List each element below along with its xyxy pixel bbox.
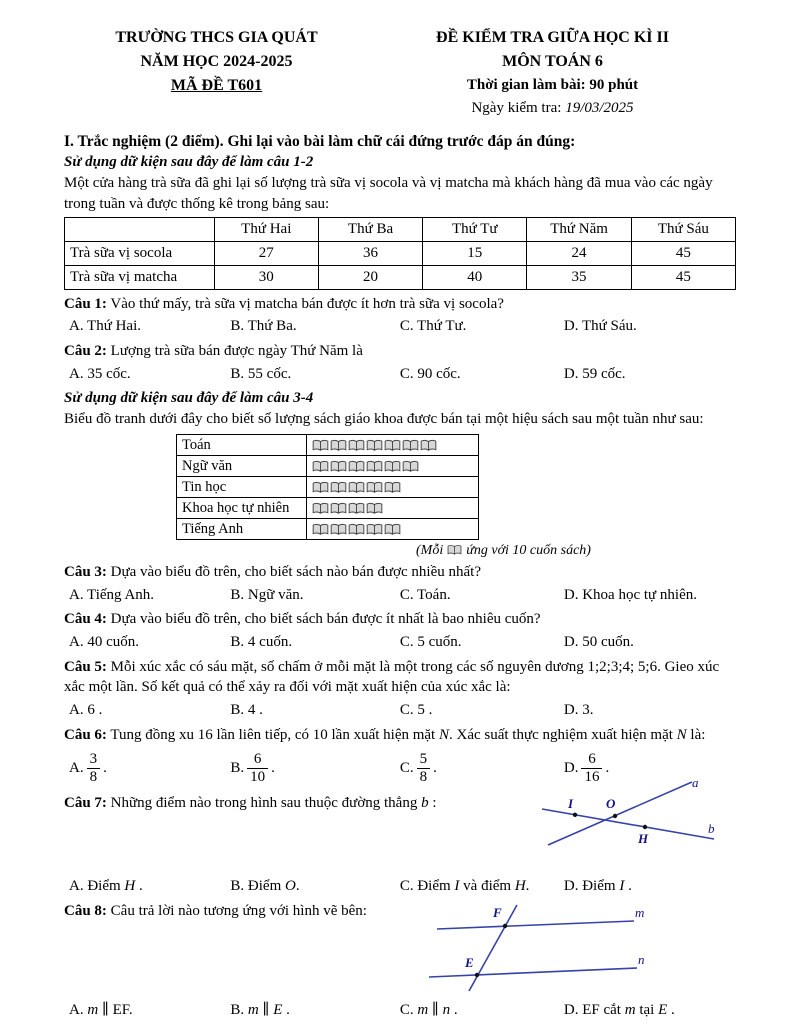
- point-O-label: O: [606, 796, 616, 812]
- question-5-text: [64, 657, 736, 698]
- question-label: Câu 5:: [64, 658, 107, 675]
- option-c: C. 5 cuốn.: [399, 634, 462, 650]
- book-icon: [384, 481, 401, 494]
- question-4-options: [64, 632, 736, 653]
- book-icon: [330, 502, 347, 515]
- book-icon: [348, 502, 365, 515]
- question-8-options: [64, 1000, 736, 1021]
- caption-pre: (Mỗi: [416, 542, 444, 558]
- question-body: Vào thứ mấy, trà sữa vị matcha bán được ít hơn trà sữa vị socola?: [110, 295, 504, 312]
- denominator: 8: [89, 768, 98, 785]
- option-c: C. 5 .: [399, 702, 433, 719]
- cell: 45: [631, 242, 735, 266]
- numerator: 5: [417, 751, 431, 769]
- exam-title: ĐỀ KIỂM TRA GIỮA HỌC KÌ II: [436, 29, 669, 46]
- pictogram-icons: [307, 434, 479, 455]
- option-b: B. m ∥ E .: [230, 1001, 290, 1018]
- fraction: [417, 751, 431, 787]
- question-label: Câu 1:: [64, 295, 107, 312]
- question-3-options: [64, 585, 736, 606]
- book-icon: [312, 439, 329, 452]
- book-icon: [312, 481, 329, 494]
- pictogram-table: [176, 434, 479, 540]
- option-b: B. Điểm O.: [230, 878, 300, 895]
- question-body: Dựa vào biểu đồ trên, cho biết sách nào bán được nhiều nhất?: [110, 563, 481, 580]
- question-6-text: [64, 725, 736, 746]
- section-heading: I. Trắc nghiệm (2 điểm). Ghi lại vào bài làm chữ cái đứng trước đáp án đúng:: [64, 133, 576, 150]
- denominator: 10: [250, 768, 266, 785]
- option-a: A. 6 .: [69, 702, 103, 719]
- question-3-text: [64, 562, 736, 583]
- col-header: Thứ Tư: [423, 218, 527, 242]
- exam-date-line: [369, 97, 736, 120]
- book-icon: [447, 544, 462, 556]
- col-header: Thứ Ba: [318, 218, 422, 242]
- book-icon: [348, 460, 365, 473]
- book-icon: [402, 439, 419, 452]
- question-label: Câu 4:: [64, 611, 107, 628]
- question-3: [64, 562, 736, 605]
- line-b-label: b: [708, 821, 715, 837]
- question-label: Câu 6:: [64, 726, 107, 743]
- pictogram-row: [177, 497, 479, 518]
- book-icon: [366, 460, 383, 473]
- option-b: B. 55 cốc.: [230, 365, 292, 382]
- option-a: A. Tiếng Anh.: [69, 586, 155, 603]
- school-year: NĂM HỌC 2024-2025: [140, 53, 293, 70]
- pictogram-icons: [307, 497, 479, 518]
- question-5-options: [64, 700, 736, 721]
- question-label: Câu 7:: [64, 795, 107, 812]
- book-icon: [366, 523, 383, 536]
- caption-post: ứng với 10 cuốn sách): [466, 542, 591, 558]
- option-letter: C.: [399, 760, 414, 777]
- cell: 45: [631, 265, 735, 289]
- point-F-label: F: [493, 904, 502, 920]
- pictogram-icons: [307, 518, 479, 539]
- option-a: A. Điểm H .: [69, 878, 143, 895]
- question-8: [64, 901, 736, 1020]
- point-H-label: H: [638, 831, 649, 847]
- book-icon: [330, 460, 347, 473]
- parallel-lines-figure-q8: [429, 903, 644, 995]
- pictogram-caption: [64, 541, 736, 560]
- school-block: [64, 26, 369, 119]
- question-body: Câu trả lời nào tương ứng với hình vẽ bên:: [110, 902, 367, 919]
- option-d: D. 50 cuốn.: [563, 634, 634, 650]
- milk-tea-header-row: [65, 218, 736, 242]
- exam-header: [64, 26, 736, 119]
- book-icon: [348, 439, 365, 452]
- pictogram-row: [177, 455, 479, 476]
- pictogram-row: [177, 476, 479, 497]
- option-d: D. Thứ Sáu.: [563, 318, 637, 335]
- pictogram-subject: Tiếng Anh: [177, 518, 307, 539]
- exam-code: MÃ ĐỀ T601: [170, 77, 263, 94]
- book-icon: [366, 502, 383, 515]
- option-a: A. 35 cốc.: [69, 365, 131, 382]
- book-icon: [384, 523, 401, 536]
- hint-q3-4: Sử dụng dữ kiện sau đây để làm câu 3-4: [64, 390, 314, 407]
- question-body: Lượng trà sữa bán được ngày Thứ Năm là: [110, 342, 363, 359]
- question-body: Dựa vào biểu đồ trên, cho biết sách bán được ít nhất là bao nhiêu cuốn?: [110, 611, 541, 628]
- book-icon: [330, 439, 347, 452]
- point-E-label: E: [465, 954, 474, 970]
- pictogram-icons: [307, 455, 479, 476]
- option-b: B. 4 cuốn.: [230, 634, 293, 650]
- col-header: Thứ Năm: [527, 218, 631, 242]
- option-suffix: .: [605, 760, 610, 777]
- numerator: 6: [247, 751, 268, 769]
- option-b: B. Ngữ văn.: [230, 586, 304, 603]
- question-body: Tung đồng xu 16 lần liên tiếp, có 10 lần xuất hiện mặt N. Xác suất thực nghiệm xuất hiện mặt N là:: [110, 726, 706, 743]
- table-row: [65, 265, 736, 289]
- col-header: Thứ Hai: [214, 218, 318, 242]
- option-c: C. Toán.: [399, 586, 451, 603]
- book-icon: [312, 523, 329, 536]
- option-a: A. 40 cuốn.: [69, 634, 139, 650]
- pictogram-subject: Khoa học tự nhiên: [177, 497, 307, 518]
- option-c: C. m ∥ n .: [399, 1001, 458, 1018]
- pictogram-row: [177, 518, 479, 539]
- book-icon: [366, 481, 383, 494]
- col-header: Thứ Sáu: [631, 218, 735, 242]
- book-icon: [384, 439, 401, 452]
- table-corner-cell: [65, 218, 215, 242]
- option-letter: B.: [230, 760, 245, 777]
- option-letter: A.: [69, 760, 84, 777]
- cell: 35: [527, 265, 631, 289]
- milk-tea-table: [64, 217, 736, 289]
- intro-q3-4: Biểu đồ tranh dưới đây cho biết số lượng sách giáo khoa được bán tại một hiệu sách sau một tuần như sau:: [64, 410, 704, 427]
- question-4-text: [64, 609, 736, 630]
- question-label: Câu 2:: [64, 342, 107, 359]
- table-row: [65, 242, 736, 266]
- denominator: 16: [584, 768, 600, 785]
- book-icon: [330, 481, 347, 494]
- question-7-options: [64, 876, 736, 897]
- school-name: TRƯỜNG THCS GIA QUÁT: [115, 29, 318, 46]
- row-label: Trà sữa vị matcha: [65, 265, 215, 289]
- pictogram-subject: Toán: [177, 434, 307, 455]
- option-c: C. Thứ Tư.: [399, 318, 467, 335]
- numerator: 3: [87, 751, 101, 769]
- fraction: [87, 751, 101, 787]
- question-1-options: [64, 316, 736, 337]
- pictogram-subject: Ngữ văn: [177, 455, 307, 476]
- row-label: Trà sữa vị socola: [65, 242, 215, 266]
- book-icon: [384, 460, 401, 473]
- option-c: C. 90 cốc.: [399, 365, 461, 382]
- pictogram-row: [177, 434, 479, 455]
- exam-subject: MÔN TOÁN 6: [502, 53, 603, 70]
- cell: 36: [318, 242, 422, 266]
- exam-info-block: [369, 26, 736, 119]
- question-1-text: [64, 294, 736, 315]
- question-body: Mỗi xúc xắc có sáu mặt, số chấm ở mỗi mặt là một trong các số nguyên dương 1;2;3;4; 5;6. Gieo xúc xắc một lần. Số kết quả có thể xảy ra đối với mặt xuất hiện của xúc xắc là:: [64, 658, 720, 696]
- question-5: [64, 657, 736, 721]
- option-b: [230, 747, 399, 789]
- option-a: A. m ∥ EF.: [69, 1001, 133, 1018]
- cell: 15: [423, 242, 527, 266]
- cell: 30: [214, 265, 318, 289]
- line-n-label: n: [638, 951, 644, 967]
- lines-figure-q7: [540, 779, 722, 867]
- exam-duration: Thời gian làm bài: 90 phút: [466, 77, 639, 93]
- line-a-label: a: [692, 779, 699, 791]
- book-icon: [366, 439, 383, 452]
- cell: 40: [423, 265, 527, 289]
- pictogram-icons: [307, 476, 479, 497]
- book-icon: [348, 523, 365, 536]
- option-d: D. Khoa học tự nhiên.: [563, 586, 697, 603]
- option-a: [69, 747, 230, 789]
- book-icon: [312, 502, 329, 515]
- question-2-options: [64, 364, 736, 385]
- denominator: 8: [419, 768, 428, 785]
- fraction: [247, 751, 268, 787]
- question-2: [64, 341, 736, 384]
- hint-q1-2: Sử dụng dữ kiện sau đây để làm câu 1-2: [64, 154, 314, 171]
- cell: 27: [214, 242, 318, 266]
- book-icon: [330, 523, 347, 536]
- option-suffix: .: [103, 760, 107, 777]
- question-4: [64, 609, 736, 652]
- question-label: Câu 3:: [64, 563, 107, 580]
- exam-date-label: Ngày kiểm tra:: [471, 99, 562, 116]
- option-d: D. Điểm I .: [563, 878, 632, 895]
- option-b: B. 4 .: [230, 702, 263, 719]
- book-icon: [348, 481, 365, 494]
- exam-date: 19/03/2025: [565, 99, 634, 116]
- intro-q1-2: Một cửa hàng trà sữa đã ghi lại số lượng trà sữa vị socola và vị matcha mà khách hàng đã mua vào các ngày trong tuần và được thống kê trong bảng sau:: [64, 175, 713, 212]
- option-d: D. 3.: [563, 702, 594, 719]
- question-2-text: [64, 341, 736, 362]
- book-icon: [402, 460, 419, 473]
- option-b: B. Thứ Ba.: [230, 318, 297, 335]
- question-label: Câu 8:: [64, 902, 107, 919]
- line-m-label: m: [635, 904, 644, 920]
- option-letter: D.: [563, 760, 579, 777]
- cell: 24: [527, 242, 631, 266]
- option-suffix: .: [271, 760, 275, 777]
- question-7: [64, 779, 736, 896]
- cell: 20: [318, 265, 422, 289]
- option-d: D. 59 cốc.: [563, 365, 626, 382]
- question-body: Những điểm nào trong hình sau thuộc đường thẳng b :: [110, 795, 437, 812]
- option-suffix: .: [433, 760, 437, 777]
- numerator: 6: [581, 751, 602, 769]
- book-icon: [420, 439, 437, 452]
- option-d: D. EF cắt m tại E .: [563, 1001, 675, 1018]
- point-I-label: I: [568, 796, 574, 812]
- book-icon: [312, 460, 329, 473]
- option-a: A. Thứ Hai.: [69, 318, 142, 335]
- option-c: C. Điểm I và điểm H.: [399, 878, 530, 895]
- pictogram-subject: Tin học: [177, 476, 307, 497]
- question-1: [64, 294, 736, 337]
